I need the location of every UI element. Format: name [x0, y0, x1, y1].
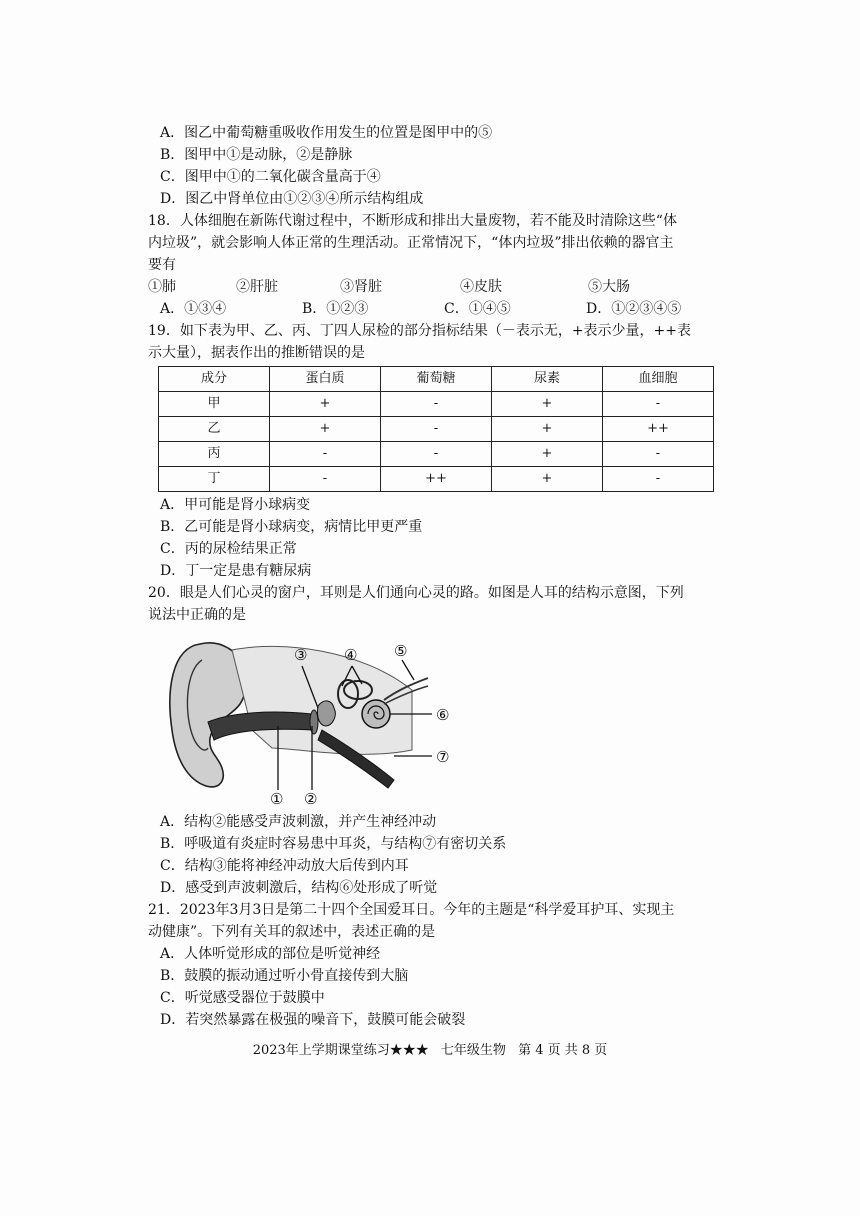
q17-option-d: D．图乙中肾单位由①②③④所示结构组成 [160, 191, 424, 207]
table-cell: - [381, 392, 492, 417]
table-header-row [159, 367, 714, 392]
label-3: ③ [294, 646, 308, 664]
q17-option-b: B．图甲中①是动脉，②是静脉 [160, 147, 353, 163]
table-cell: + [270, 392, 381, 417]
q19-stem-line-2: 示大量），据表作出的推断错误的是 [148, 345, 365, 361]
q20-option-c: C．结构③能将神经冲动放大后传到内耳 [160, 858, 409, 874]
table-header-cell: 葡萄糖 [381, 367, 492, 392]
table-header-cell: 蛋白质 [270, 367, 381, 392]
label-7: ⑦ [436, 748, 450, 766]
table-header-cell: 尿素 [492, 367, 603, 392]
q19-option-a: A．甲可能是肾小球病变 [160, 497, 311, 513]
footer-page-number: 第 4 页 共 8 页 [518, 1043, 608, 1058]
footer-exam-title: 2023年上学期课堂练习★★★ [252, 1043, 429, 1058]
q19-stem-line-1: 19．如下表为甲、乙、丙、丁四人尿检的部分指标结果（－表示无，+表示少量，++表 [148, 323, 692, 339]
table-cell: + [492, 417, 603, 442]
q17-option-c: C．图甲中①的二氧化碳含量高于④ [160, 169, 381, 185]
q18-stem-line-1: 18．人体细胞在新陈代谢过程中，不断形成和排出大量废物，若不能及时清除这些“体 [148, 213, 677, 229]
label-2: ② [304, 790, 318, 805]
table-row [159, 467, 714, 492]
exam-page [148, 122, 728, 1031]
q17-option-a: A．图乙中葡萄糖重吸收作用发生的位置是图甲中的⑤ [160, 125, 493, 141]
table-header-cell: 成分 [159, 367, 270, 392]
table-header-cell: 血细胞 [603, 367, 714, 392]
q19-option-c: C．丙的尿检结果正常 [160, 541, 297, 557]
q20-stem-line-2: 说法中正确的是 [148, 607, 246, 623]
ossicles [317, 701, 335, 726]
label-5: ⑤ [394, 642, 408, 660]
q18-organ-3: ③肾脏 [340, 279, 382, 295]
q18-option-a: A．①③④ [160, 301, 227, 317]
table-cell: ++ [381, 467, 492, 492]
table-cell: + [492, 392, 603, 417]
q20-option-d: D．感受到声波刺激后，结构⑥处形成了听觉 [160, 880, 438, 896]
table-cell: - [381, 417, 492, 442]
ear-diagram [162, 630, 482, 805]
label-6: ⑥ [436, 706, 450, 724]
question-19 [148, 320, 728, 582]
q18-organ-4: ④皮肤 [460, 279, 502, 295]
question-21 [148, 899, 728, 1031]
q21-option-c: C．听觉感受器位于鼓膜中 [160, 990, 325, 1006]
footer-subject: 七年级生物 [440, 1043, 506, 1058]
q18-options [148, 298, 728, 320]
table-cell: ++ [603, 417, 714, 442]
q18-stem-line-3: 要有 [148, 257, 176, 273]
q20-option-a: A．结构②能感受声波刺激，并产生神经冲动 [160, 814, 437, 830]
q18-option-d: D．①②③④⑤ [586, 301, 682, 317]
table-cell: + [492, 467, 603, 492]
label-4: ④ [344, 646, 358, 664]
table-cell: - [603, 392, 714, 417]
q20-option-b: B．呼吸道有炎症时容易患中耳炎，与结构⑦有密切关系 [160, 836, 507, 852]
q21-stem-line-1: 21．2023年3月3日是第二十四个全国爱耳日。今年的主题是“科学爱耳护耳、实现主 [148, 902, 675, 918]
page-footer [0, 1040, 860, 1062]
q18-organ-5: ⑤大肠 [588, 279, 630, 295]
table-row [159, 417, 714, 442]
q21-option-b: B．鼓膜的振动通过听小骨直接传到大脑 [160, 968, 409, 984]
ear-structure-figure [162, 630, 482, 805]
table-cell: - [270, 467, 381, 492]
table-cell: - [381, 442, 492, 467]
question-18 [148, 210, 728, 320]
label-1: ① [270, 790, 284, 805]
q20-stem-line-1: 20．眼是人们心灵的窗户，耳则是人们通向心灵的路。如图是人耳的结构示意图，下列 [148, 585, 684, 601]
q18-stem-line-2: 内垃圾”，就会影响人体正常的生理活动。正常情况下，“体内垃圾”排出依赖的器官主 [148, 235, 674, 251]
q18-option-b: B．①②③ [302, 301, 369, 317]
table-cell: + [492, 442, 603, 467]
table-row [159, 392, 714, 417]
table-cell: 甲 [159, 392, 270, 417]
question-20 [148, 582, 728, 899]
q21-option-d: D．若突然暴露在极强的噪音下，鼓膜可能会破裂 [160, 1012, 466, 1028]
q17-options [148, 122, 728, 210]
eardrum [310, 710, 318, 734]
q18-organ-1: ①肺 [148, 279, 176, 295]
table-cell: 丙 [159, 442, 270, 467]
q18-option-c: C．①④⑤ [444, 301, 511, 317]
cochlea [362, 700, 390, 728]
table-cell: + [270, 417, 381, 442]
table-cell: - [603, 467, 714, 492]
table-row [159, 442, 714, 467]
table-cell: 丁 [159, 467, 270, 492]
q21-stem-line-2: 动健康”。下列有关耳的叙述中，表述正确的是 [148, 924, 436, 940]
q18-organ-2: ②肝脏 [236, 279, 278, 295]
q21-option-a: A．人体听觉形成的部位是听觉神经 [160, 946, 381, 962]
urine-test-table [158, 366, 714, 492]
table-cell: - [270, 442, 381, 467]
q18-organ-list [148, 276, 728, 298]
table-cell: - [603, 442, 714, 467]
q19-option-d: D．丁一定是患有糖尿病 [160, 563, 312, 579]
table-cell: 乙 [159, 417, 270, 442]
q19-option-b: B．乙可能是肾小球病变，病情比甲更严重 [160, 519, 423, 535]
